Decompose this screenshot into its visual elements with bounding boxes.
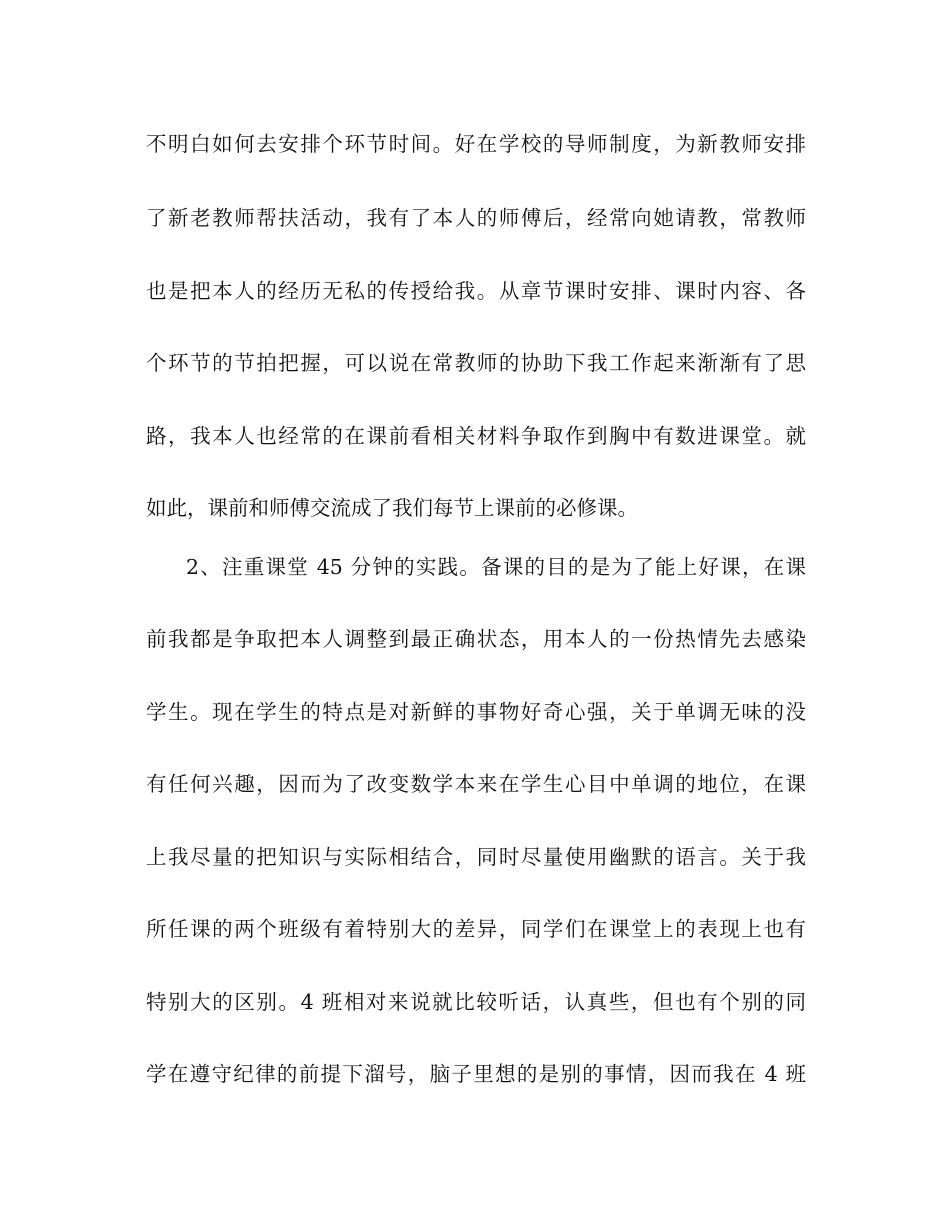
paragraph-first-line: 2、注重课堂 45 分钟的实践。备课的目的是为了能上好课，在课 xyxy=(186,555,806,579)
text-line: 如此，课前和师傅交流成了我们每节上课前的必修课。 xyxy=(146,496,638,520)
text-line: 所任课的两个班级有着特别大的差异，同学们在课堂上的表现上也有 xyxy=(146,917,806,941)
text-line: 路，我本人也经常的在课前看相关材料争取作到胸中有数进课堂。就 xyxy=(146,424,806,448)
text-line: 个环节的节拍把握，可以说在常教师的协助下我工作起来渐渐有了思 xyxy=(146,351,806,375)
text-line: 学生。现在学生的特点是对新鲜的事物好奇心强，关于单调无味的没 xyxy=(146,700,806,724)
text-line: 了新老教师帮扶活动，我有了本人的师傅后，经常向她请教，常教师 xyxy=(146,206,806,230)
text-line: 也是把本人的经历无私的传授给我。从章节课时安排、课时内容、各 xyxy=(146,279,806,303)
text-line: 上我尽量的把知识与实际相结合，同时尽量使用幽默的语言。关于我 xyxy=(146,845,806,869)
text-line: 有任何兴趣，因而为了改变数学本来在学生心目中单调的地位，在课 xyxy=(146,772,806,796)
text-line: 学在遵守纪律的前提下溜号，脑子里想的是别的事情，因而我在 4 班 xyxy=(146,1062,806,1086)
text-line: 不明白如何去安排个环节时间。好在学校的导师制度，为新教师安排 xyxy=(146,132,806,156)
text-line: 前我都是争取把本人调整到最正确状态，用本人的一份热情先去感染 xyxy=(146,627,806,651)
text-line: 特别大的区别。4 班相对来说就比较听话，认真些，但也有个别的同 xyxy=(146,990,806,1014)
